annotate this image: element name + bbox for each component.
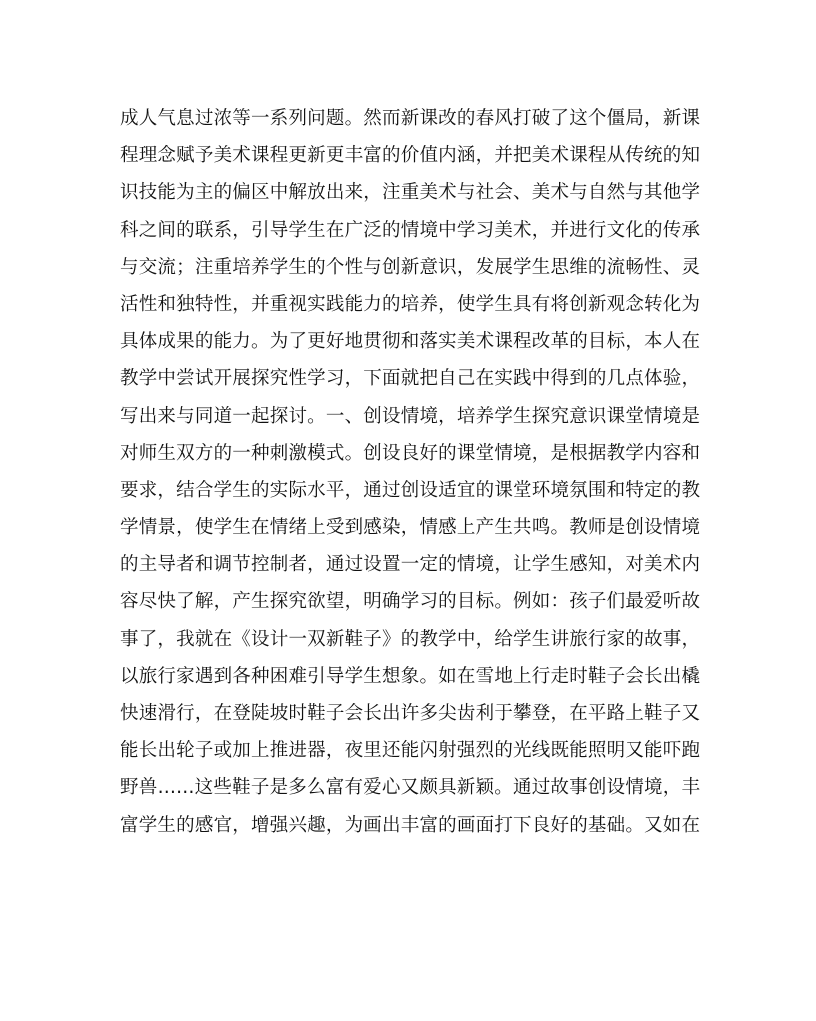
text-line: 事了，我就在《设计一双新鞋子》的教学中，给学生讲旅行家的故事， bbox=[120, 628, 700, 650]
text-line: 快速滑行，在登陡坡时鞋子会长出许多尖齿利于攀登，在平路上鞋子又 bbox=[120, 703, 700, 724]
text-line: 学情景，使学生在情绪上受到感染，情感上产生共鸣。教师是创设情境 bbox=[120, 517, 700, 539]
text-line: 的主导者和调节控制者，通过设置一定的情境，让学生感知，对美术内 bbox=[120, 554, 700, 576]
text-line: 野兽……这些鞋子是多么富有爱心又颇具新颖。通过故事创设情境，丰 bbox=[120, 777, 700, 799]
text-line: 要求，结合学生的实际水平，通过创设适宜的课堂环境氛围和特定的教 bbox=[120, 479, 700, 501]
body-text bbox=[120, 100, 700, 844]
text-line: 具体成果的能力。为了更好地贯彻和落实美术课程改革的目标，本人在 bbox=[120, 331, 700, 353]
text-line: 富学生的感官，增强兴趣，为画出丰富的画面打下良好的基础。又如在 bbox=[120, 814, 700, 836]
text-line: 科之间的联系，引导学生在广泛的情境中学习美术，并进行文化的传承 bbox=[120, 219, 700, 241]
text-line: 识技能为主的偏区中解放出来，注重美术与社会、美术与自然与其他学 bbox=[120, 182, 700, 204]
text-line: 容尽快了解，产生探究欲望，明确学习的目标。例如：孩子们最爱听故 bbox=[120, 591, 700, 613]
text-line: 对师生双方的一种刺激模式。创设良好的课堂情境，是根据教学内容和 bbox=[120, 442, 700, 464]
text-line: 教学中尝试开展探究性学习，下面就把自己在实践中得到的几点体验， bbox=[120, 368, 700, 390]
text-line: 与交流；注重培养学生的个性与创新意识，发展学生思维的流畅性、灵 bbox=[120, 256, 700, 278]
text-line: 程理念赋予美术课程更新更丰富的价值内涵，并把美术课程从传统的知 bbox=[120, 145, 700, 167]
text-line: 成人气息过浓等一系列问题。然而新课改的春风打破了这个僵局，新课 bbox=[120, 108, 700, 129]
text-line: 写出来与同道一起探讨。一、创设情境，培养学生探究意识课堂情境是 bbox=[120, 405, 700, 427]
text-line: 能长出轮子或加上推进器，夜里还能闪射强烈的光线既能照明又能吓跑 bbox=[120, 740, 700, 762]
text-line: 活性和独特性，并重视实践能力的培养，使学生具有将创新观念转化为 bbox=[120, 293, 700, 315]
text-line: 以旅行家遇到各种困难引导学生想象。如在雪地上行走时鞋子会长出橇 bbox=[120, 665, 700, 687]
